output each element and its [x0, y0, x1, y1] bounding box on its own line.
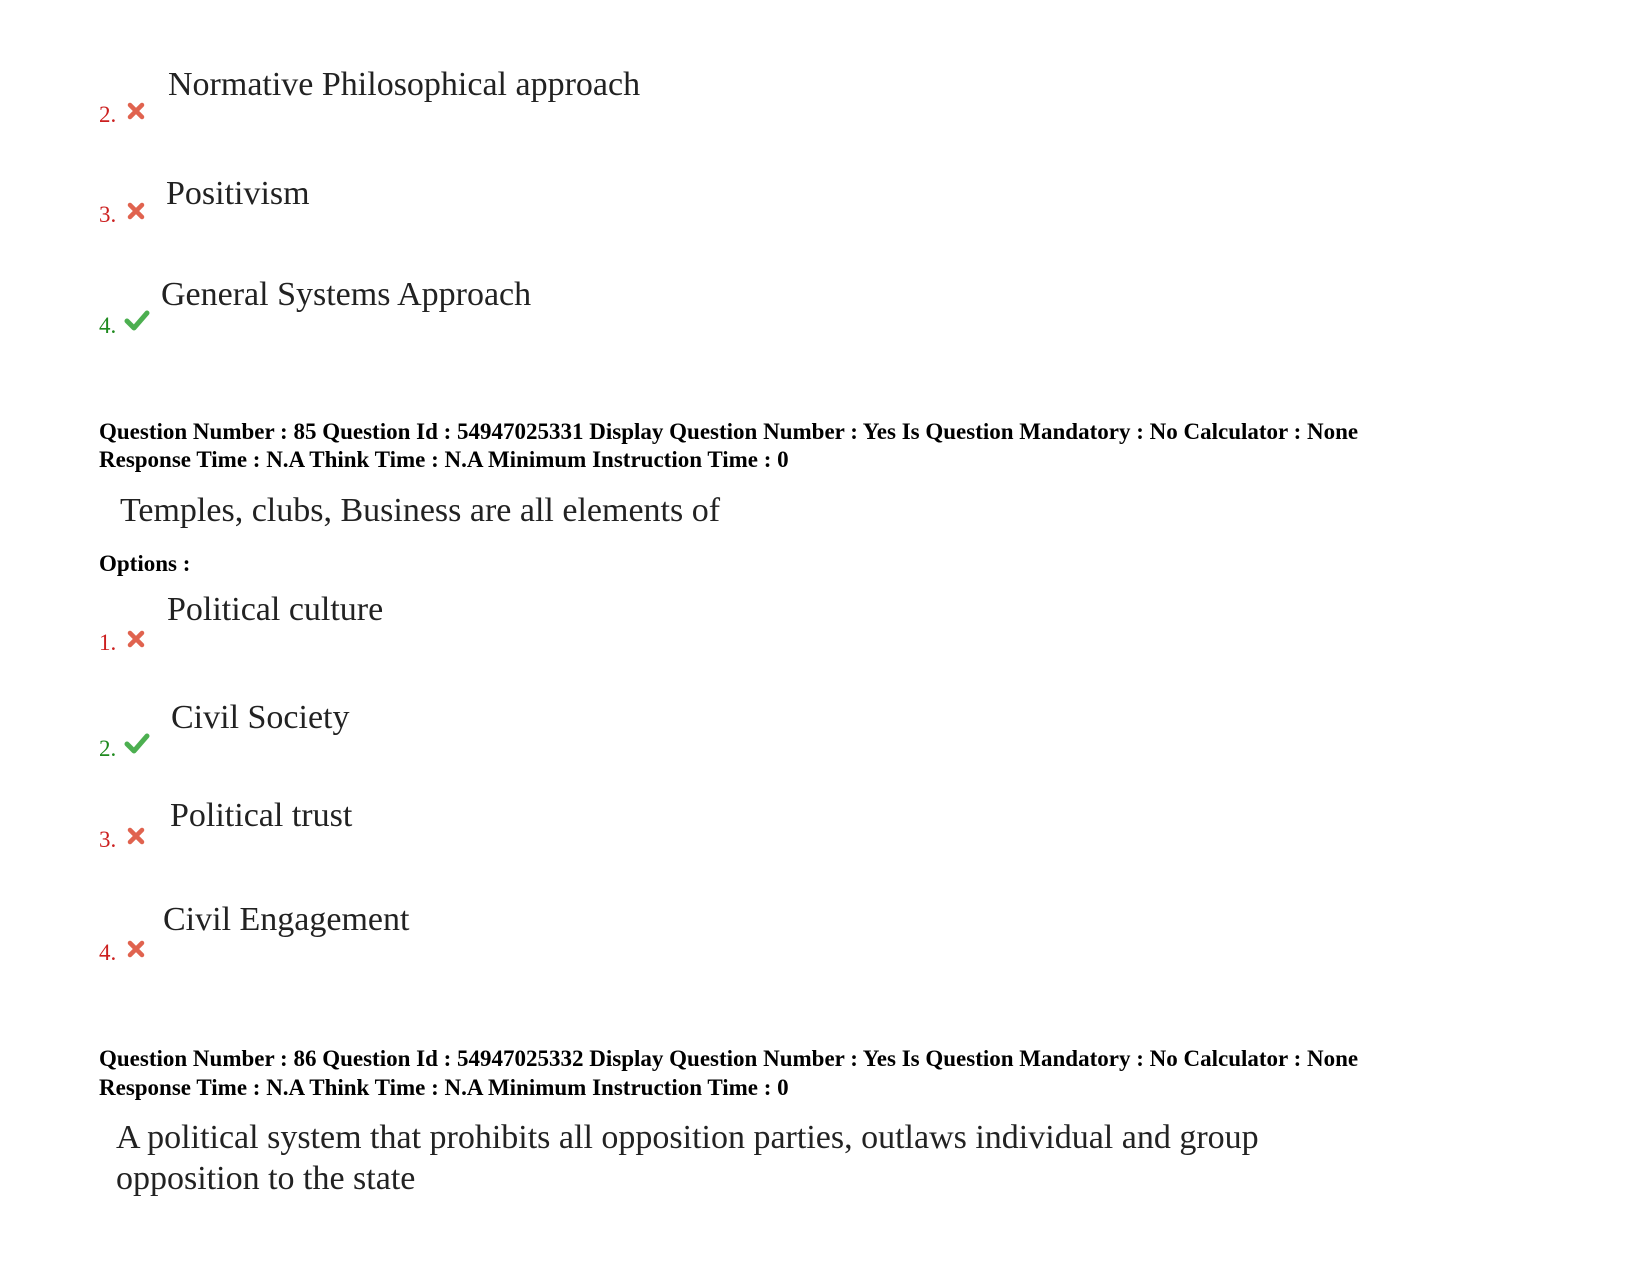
check-icon — [124, 308, 150, 332]
option-text: General Systems Approach — [161, 276, 532, 313]
option-text: Civil Engagement — [163, 901, 410, 938]
question-text-line1: A political system that prohibits all opposition parties, outlaws individual and group — [116, 1119, 1259, 1156]
option-number: 3. — [99, 202, 117, 227]
question-meta-line1: Question Number : 85 Question Id : 54947025331 Display Question Number : Yes Is Question Mandatory : No Calculator : None — [99, 419, 1359, 444]
question-meta-line2: Response Time : N.A Think Time : N.A Minimum Instruction Time : 0 — [99, 1075, 789, 1100]
cross-icon — [125, 200, 147, 222]
options-label: Options : — [99, 551, 191, 576]
check-icon — [124, 731, 150, 755]
option-text: Normative Philosophical approach — [168, 66, 641, 103]
question-meta-line2: Response Time : N.A Think Time : N.A Minimum Instruction Time : 0 — [99, 447, 789, 472]
question-text-line2: opposition to the state — [116, 1160, 416, 1197]
option-text: Political culture — [167, 591, 384, 628]
option-number: 3. — [99, 827, 117, 852]
option-text: Positivism — [166, 175, 310, 212]
option-text: Civil Society — [171, 699, 350, 736]
question-text: Temples, clubs, Business are all elements of — [120, 492, 721, 529]
option-number: 2. — [99, 736, 117, 761]
option-number: 4. — [99, 313, 117, 338]
option-number: 1. — [99, 630, 117, 655]
option-text: Political trust — [170, 797, 353, 834]
cross-icon — [125, 825, 147, 847]
cross-icon — [125, 938, 147, 960]
option-number: 2. — [99, 102, 117, 127]
option-number: 4. — [99, 940, 117, 965]
cross-icon — [125, 628, 147, 650]
cross-icon — [125, 100, 147, 122]
question-meta-line1: Question Number : 86 Question Id : 54947025332 Display Question Number : Yes Is Question Mandatory : No Calculator : None — [99, 1046, 1359, 1071]
